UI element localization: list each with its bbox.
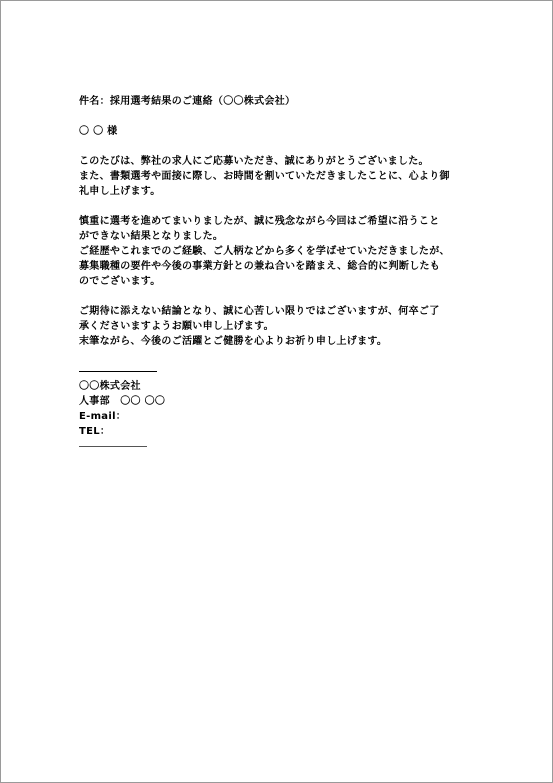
paragraph-line: 募集職種の要件や今後の事業方針との兼ね合いを踏まえ、総合的に判断したも (79, 261, 441, 272)
paragraph-line: ができない結果となりました。 (79, 231, 224, 242)
spacer (79, 109, 509, 124)
spacer (79, 349, 509, 364)
paragraph-line: のでございます。 (79, 276, 161, 287)
paragraph-line: 末筆ながら、今後のご活躍とご健勝を心よりお祈り申し上げます。 (79, 336, 388, 347)
spacer (79, 139, 509, 154)
paragraph-line: また、書類選考や面接に際し、お時間を割いていただきましたことに、心より御 (79, 171, 450, 182)
paragraph-line: 慎重に選考を進めてまいりましたが、誠に残念ながら今回はご希望に沿うこと (79, 216, 440, 227)
signature-divider-bottom (79, 446, 147, 447)
paragraph-thanks (79, 154, 509, 199)
signature-divider-top (79, 371, 157, 372)
signature-block (79, 379, 509, 439)
paragraph-result (79, 214, 509, 289)
signature-tel-label: TEL： (79, 426, 111, 437)
paragraph-line: ご期待に添えない結論となり、誠に心苦しい限りではございますが、何卒ご了 (79, 306, 440, 317)
signature-email-label: E-mail： (79, 411, 127, 422)
paragraph-line: 承くださいますようお願い申し上げます。 (79, 321, 274, 332)
paragraph-line: ご経歴やこれまでのご経験、ご人柄などから多くを学ばせていただきましたが、 (79, 246, 450, 257)
subject-line: 件名：採用選考結果のご連絡（〇〇株式会社） (79, 96, 296, 107)
spacer (79, 199, 509, 214)
letter-body (79, 94, 509, 447)
paragraph-closing (79, 304, 509, 349)
paragraph-line: 礼申し上げます。 (79, 186, 161, 197)
spacer (79, 289, 509, 304)
signature-department: 人事部 〇〇 〇〇 (79, 396, 166, 407)
signature-company: 〇〇株式会社 (79, 381, 141, 392)
paragraph-line: このたびは、弊社の求人にご応募いただき、誠にありがとうございました。 (79, 156, 429, 167)
addressee: 〇 〇 様 (79, 126, 118, 137)
